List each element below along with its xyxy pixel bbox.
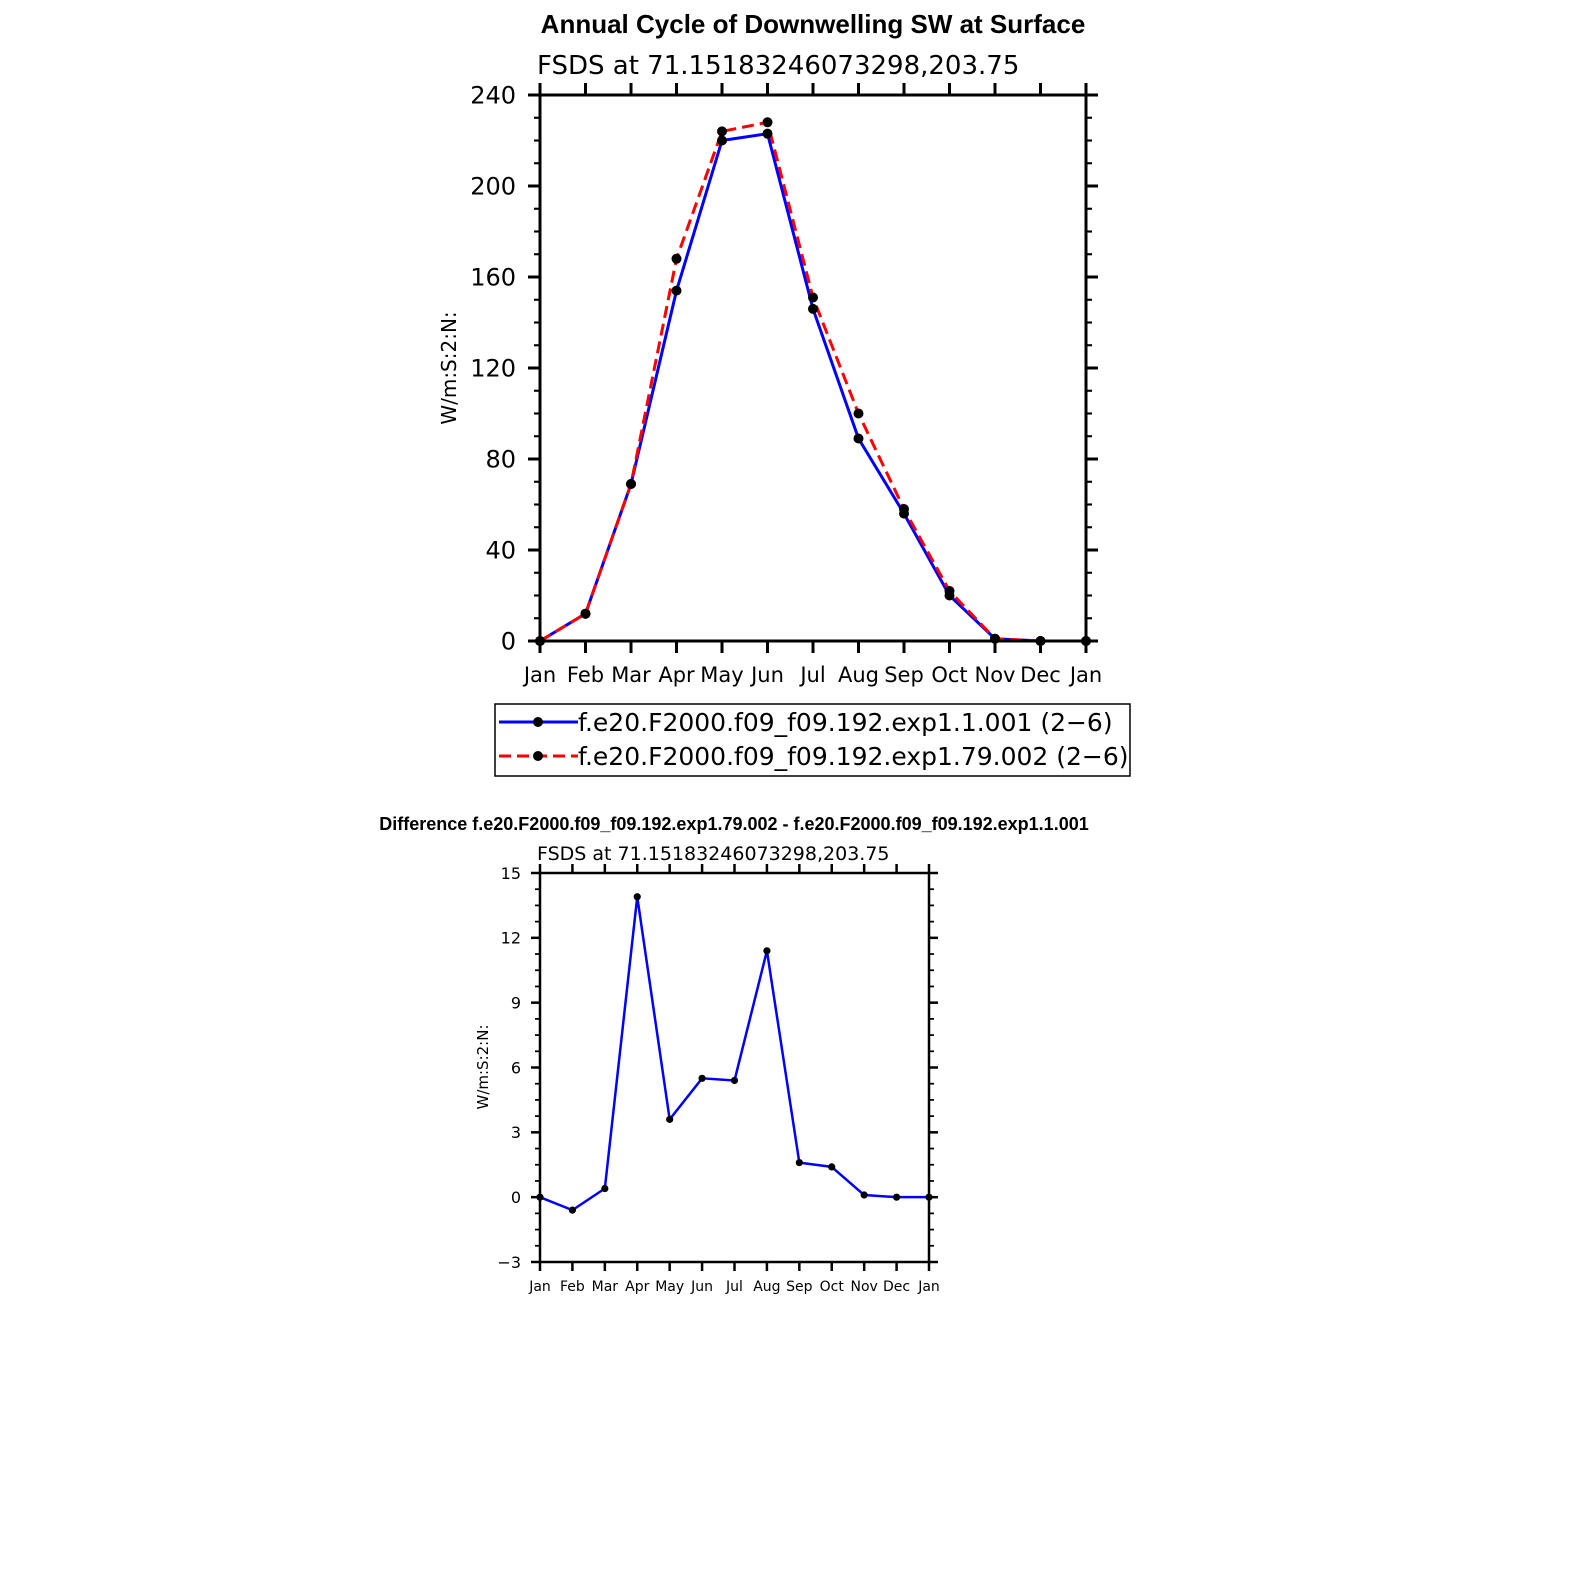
y-tick-label: 240 xyxy=(470,81,516,110)
legend-label-series-1: f.e20.F2000.f09_f09.192.exp1.1.001 (2−6) xyxy=(578,708,1113,737)
data-point xyxy=(672,254,682,264)
legend-marker-series-1 xyxy=(533,717,543,727)
x-tick-label: Mar xyxy=(611,663,651,687)
plot-frame xyxy=(540,95,1086,641)
x-tick-label: Jan xyxy=(523,663,557,687)
y-tick-label: 120 xyxy=(470,354,516,383)
data-point xyxy=(808,292,818,302)
data-point xyxy=(854,409,864,419)
data-point xyxy=(796,1159,803,1166)
data-point xyxy=(717,136,727,146)
x-tick-label: Dec xyxy=(883,1279,911,1295)
data-point xyxy=(945,586,955,596)
data-point xyxy=(634,893,641,900)
axis-ticks xyxy=(531,864,938,1271)
y-tick-labels xyxy=(497,864,521,1272)
x-tick-label: Feb xyxy=(566,663,605,687)
data-point xyxy=(854,434,864,444)
x-tick-label: Oct xyxy=(931,663,968,687)
data-point xyxy=(581,609,591,619)
x-tick-label: May xyxy=(700,663,744,687)
data-point xyxy=(666,1116,673,1123)
x-tick-label: Jul xyxy=(800,663,826,687)
x-tick-labels xyxy=(528,1279,940,1295)
y-tick-label: 0 xyxy=(510,1187,521,1207)
chart-subtitle: FSDS at 71.15183246073298,203.75 xyxy=(537,843,890,865)
legend-label-series-2: f.e20.F2000.f09_f09.192.exp1.79.002 (2−6) xyxy=(578,742,1129,771)
data-point xyxy=(893,1194,900,1201)
legend-marker-series-2 xyxy=(533,751,543,761)
y-axis-label: W/m:S:2:N: xyxy=(474,1024,492,1110)
data-point xyxy=(569,1207,576,1214)
legend xyxy=(495,704,1130,776)
y-tick-label: 9 xyxy=(510,993,521,1013)
x-tick-label: Mar xyxy=(591,1279,619,1295)
data-point xyxy=(763,947,770,954)
plot-frame xyxy=(540,873,929,1262)
x-tick-label: Jun xyxy=(751,663,784,687)
series-lines xyxy=(536,893,932,1214)
chart-subtitle: FSDS at 71.15183246073298,203.75 xyxy=(537,51,1020,81)
y-tick-label: 15 xyxy=(500,863,521,883)
data-point xyxy=(601,1185,608,1192)
x-tick-label: Jan xyxy=(529,1279,551,1295)
y-tick-label: 40 xyxy=(485,536,516,565)
x-tick-label: Jul xyxy=(726,1279,743,1295)
data-point xyxy=(698,1075,705,1082)
difference-chart xyxy=(379,814,1088,1295)
x-tick-label: Jun xyxy=(691,1279,714,1295)
data-point xyxy=(861,1191,868,1198)
y-tick-label: 12 xyxy=(500,928,521,948)
chart-title: Annual Cycle of Downwelling SW at Surface xyxy=(540,9,1086,39)
series-line-1 xyxy=(540,897,929,1210)
chart-title: Difference f.e20.F2000.f09_f09.192.exp1.79.002 - f.e20.F2000.f09_f09.192.exp1.1.001 xyxy=(379,814,1089,834)
x-tick-label: Jan xyxy=(1069,663,1103,687)
x-tick-label: Sep xyxy=(884,663,924,687)
data-point xyxy=(899,504,909,514)
axis-ticks xyxy=(528,83,1098,653)
y-tick-label: 200 xyxy=(470,172,516,201)
y-tick-label: 160 xyxy=(470,263,516,292)
series-line-2 xyxy=(540,122,1086,641)
data-point xyxy=(731,1077,738,1084)
x-tick-label: Apr xyxy=(625,1279,650,1295)
y-tick-labels xyxy=(470,82,516,656)
x-tick-label: Nov xyxy=(974,663,1016,687)
series-line-1 xyxy=(540,134,1086,641)
x-tick-label: Dec xyxy=(1020,663,1061,687)
data-point xyxy=(828,1163,835,1170)
x-tick-label: Feb xyxy=(560,1279,585,1295)
x-tick-label: Sep xyxy=(786,1279,813,1295)
x-tick-label: Oct xyxy=(819,1279,844,1295)
annual-cycle-chart xyxy=(437,9,1130,776)
x-tick-label: Aug xyxy=(837,663,880,687)
x-tick-label: Nov xyxy=(850,1279,878,1295)
y-axis-label: W/m:S:2:N: xyxy=(437,311,461,425)
x-tick-label: May xyxy=(655,1279,685,1295)
x-tick-label: Aug xyxy=(753,1279,781,1295)
data-point xyxy=(626,479,636,489)
data-point xyxy=(763,117,773,127)
data-point xyxy=(717,126,727,136)
x-tick-labels xyxy=(522,663,1102,687)
series-lines xyxy=(535,117,1091,646)
data-point xyxy=(672,286,682,296)
y-tick-label: 3 xyxy=(510,1123,521,1143)
y-tick-label: 6 xyxy=(510,1058,521,1078)
y-tick-label: −3 xyxy=(497,1252,521,1272)
x-tick-label: Jan xyxy=(918,1279,940,1295)
y-tick-label: 80 xyxy=(485,445,516,474)
x-tick-label: Apr xyxy=(658,663,695,687)
data-point xyxy=(808,304,818,314)
data-point xyxy=(763,129,773,139)
y-tick-label: 0 xyxy=(500,627,516,656)
